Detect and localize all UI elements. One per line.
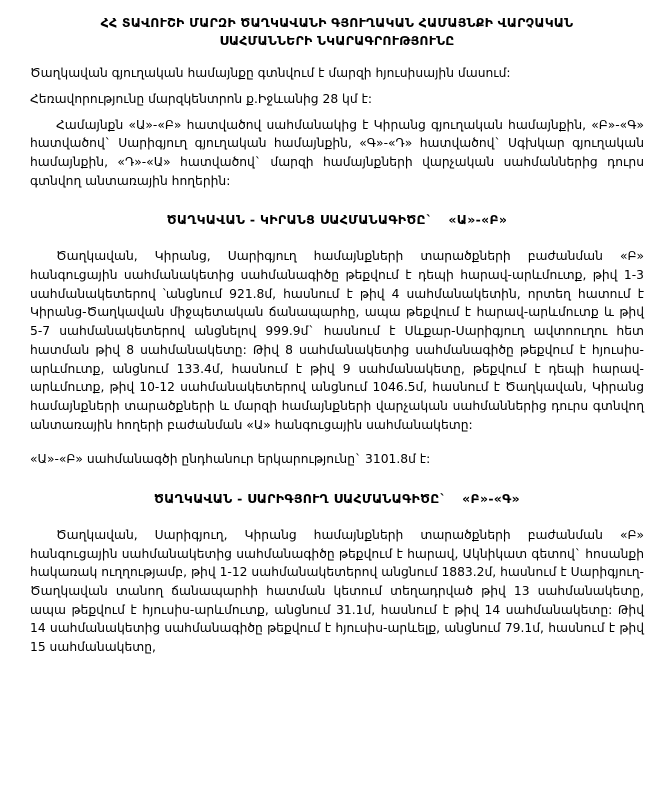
- section-2-paragraph-1: Ծաղկավան, Սարիգյուղ, Կիրանց համայնքների տարածքների բաժանման «Բ» հանգուցային սահմանակետից սահմանագիծը թեքվում է հարավ, Ակնիկատ գետով` հոսանքի հակառակ ուղղությամբ, թիվ 1-12 սահմանակետերով անցնում 1883.2մ, հասնում է Սարիգյուղ-Ծաղկավան տանող ճանապարհի հատման կետում տեղադրված թիվ 13 սահմանակետը, ապա թեքվում է հյուսիս-արևմուտք, անցնում 31.1մ, հասնում է թիվ 14 սահմանակետը: Թիվ 14 սահմանակետից սահմանագիծը թեքվում է հյուսիս-արևելք, անցնում 79.1մ, հասնում է թիվ 15 սահմանակետը,: [30, 527, 644, 655]
- section-2-body: [30, 526, 644, 657]
- section-1-heading-right: «Ա»-«Բ»: [448, 212, 508, 228]
- document-title-line-2: ՍԱՀՄԱՆՆԵՐԻ ՆԿԱՐԱԳՐՈՒԹՅՈՒՆԸ: [219, 33, 455, 49]
- intro-paragraph-2: Հեռավորությունը մարզկենտրոն ք.Իջևանից 28 կմ է:: [30, 91, 373, 106]
- section-2-heading-left: ԾԱՂԿԱՎԱՆ - ՍԱՐԻԳՅՈՒՂ ՍԱՀՄԱՆԱԳԻԾԸ`: [154, 490, 447, 506]
- intro-paragraph-1: Ծաղկավան գյուղական համայնքը գտնվում է մարզի հյուսիսային մասում:: [30, 66, 511, 81]
- section-1-heading-left: ԾԱՂԿԱՎԱՆ - ԿԻՐԱՆՑ ՍԱՀՄԱՆԱԳԻԾԸ`: [166, 212, 433, 228]
- intro-section: [30, 64, 644, 190]
- section-2-heading: [30, 491, 644, 506]
- section-2-heading-right: «Բ»-«Գ»: [462, 490, 520, 506]
- section-1-heading: [30, 212, 644, 227]
- section-1-paragraph-1: Ծաղկավան, Կիրանց, Սարիգյուղ համայնքների տարածքների բաժանման «Բ» հանգուցային սահմանակետից սահմանագիծը թեքվում է դեպի հարավ-արևմուտք, թիվ 1-3 սահմանակետերով ՝անցնում 921.8մ, հասնում է թիվ 4 սահմանակետին, որտեղ հատում է Կիրանց-Ծաղկավան միջպետական ճանապարհը, ապա թեքվում է հարավ-արևմուտք և թիվ 5-7 սահմանակետերով անցնելով 999.9մ` հասնում է Սևքար-Սարիգյուղ ավտոուղու հետ հատման թիվ 8 սահմանակետը: Թիվ 8 սահմանակետից սահմանագիծը թեքվում է հյուսիս-արևմուտք, անցնում 133.4մ, հասնում է թիվ 9 սահմանակետը, թեքվում է դեպի հարավ-արևմուտք, թիվ 10-12 սահմանակետերով անցնում 1046.5մ, հասնում է Ծաղկավան, Կիրանց համայնքների տարածքների և մարզի համայնքների վարչական սահմաններից դուրս գտնվող անտառային հողերի բաժանման «Ա» հանգուցային սահմանակետը:: [30, 249, 644, 432]
- section-1-paragraph-2: «Ա»-«Բ» սահմանագծի ընդհանուր երկարությունը` 3101.8մ է:: [30, 452, 431, 467]
- document-title-line-1: ՀՀ ՏԱՎՈՒՇԻ ՄԱՐԶԻ ԾԱՂԿԱՎԱՆԻ ԳՅՈՒՂԱԿԱՆ ՀԱՄԱՅՆՔԻ ՎԱՐՉԱԿԱՆ: [100, 15, 574, 30]
- document-title: [38, 14, 636, 50]
- section-1-body: [30, 247, 644, 469]
- intro-paragraph-3: Համայնքն «Ա»-«Բ» հատվածով սահմանակից է Կիրանց գյուղական համայնքին, «Բ»-«Գ» հատվածով` Սարիգյուղ գյուղական համայնքին, «Գ»-«Դ» հատվածով` Սգխկար գյուղական համայնքին, «Դ»-«Ա» հատվածով` մարզի համայնքների վարչական սահմաններից դուրս գտնվող անտառային հողերին:: [30, 117, 644, 188]
